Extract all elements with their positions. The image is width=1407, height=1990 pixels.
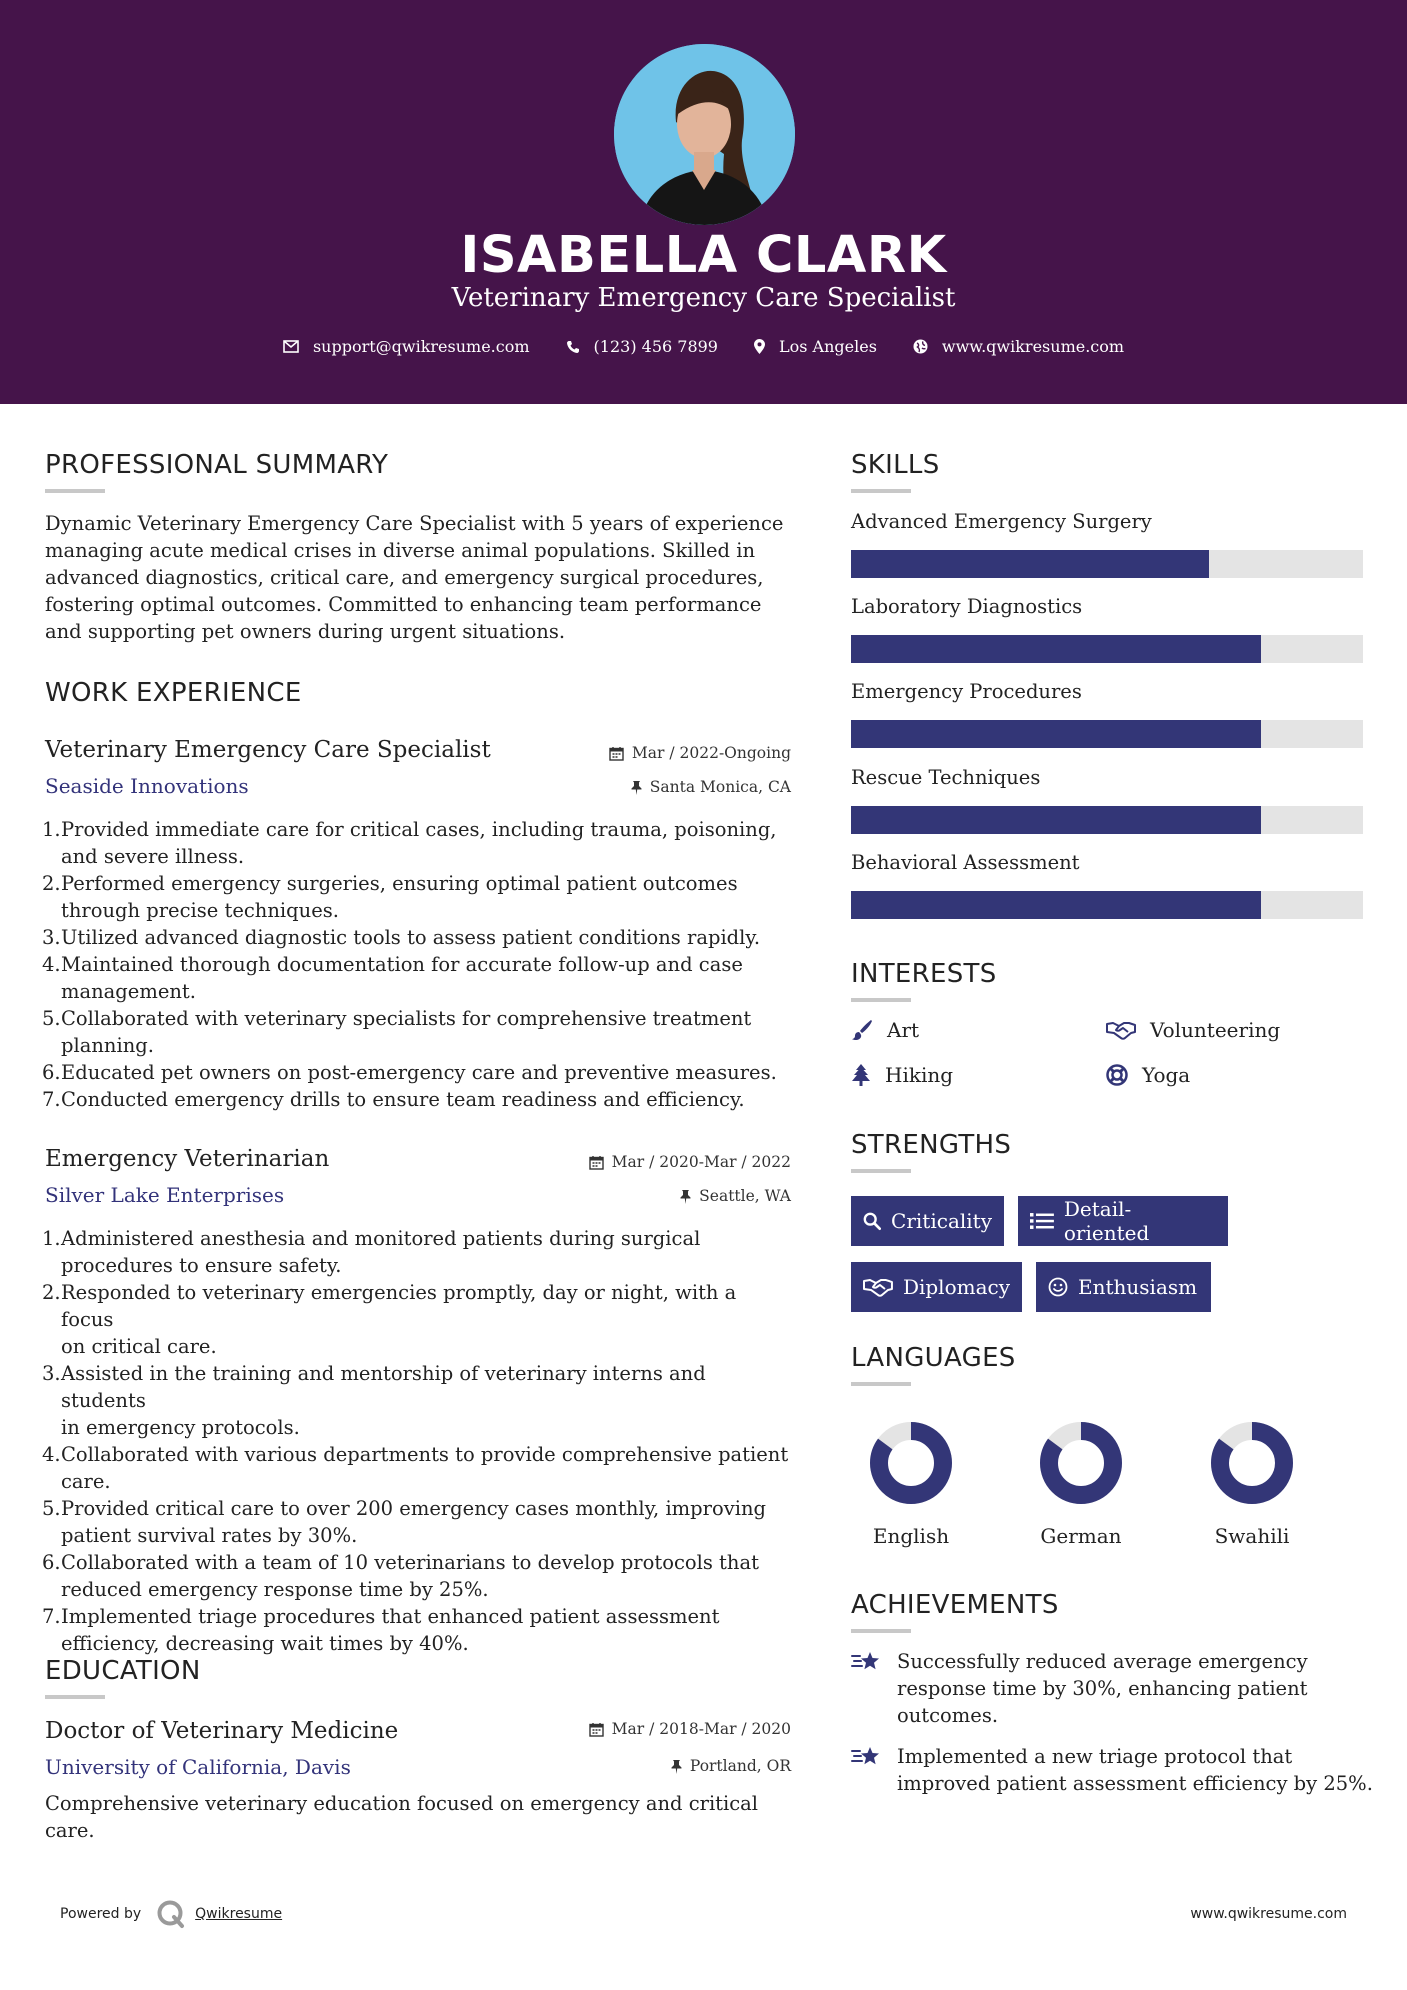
education-description: Comprehensive veterinary education focused on emergency and critical care. (45, 1792, 759, 1842)
skills-heading: SKILLS (851, 450, 940, 480)
job-responsibilities (42, 1225, 792, 1657)
language-donut (1038, 1420, 1124, 1506)
summary-text (45, 510, 785, 645)
list-item: 3. Assisted in the training and mentorship of veterinary interns and students in emergency protocols. (42, 1362, 706, 1439)
contact-location-text: Los Angeles (778, 337, 877, 356)
job-location-text: Seattle, WA (699, 1187, 791, 1205)
list-item: 2. Performed emergency surgeries, ensuring optimal patient outcomes through precise techniques. (42, 872, 738, 922)
skill-bar (851, 806, 1363, 834)
skill-bar-fill (851, 891, 1261, 919)
shooting-star-icon (851, 1650, 883, 1674)
contact-website-text: www.qwikresume.com (941, 337, 1125, 356)
list-item: 6. Educated pet owners on post-emergency care and preventive measures. (42, 1061, 777, 1084)
list-item: 4. Collaborated with various departments to provide comprehensive patient care. (42, 1443, 789, 1493)
achievement-text: Implemented a new triage protocol that improved patient assessment efficiency by 25%. (897, 1745, 1373, 1795)
job-dates (560, 1153, 791, 1171)
language-name: Swahili (1214, 1524, 1290, 1548)
language-item (1016, 1420, 1146, 1548)
footer-powered-by (60, 1898, 282, 1930)
globe-icon (913, 339, 928, 354)
strength-badge: Criticality (851, 1196, 1004, 1246)
achievement-text: Successfully reduced average emergency response time by 30%, enhancing patient outcomes. (897, 1650, 1308, 1727)
achievements-heading: ACHIEVEMENTS (851, 1590, 1059, 1620)
summary-line: fostering optimal outcomes. Committed to enhancing team performance (45, 593, 762, 616)
interest-item: Yoga (1106, 1063, 1190, 1087)
interest-item: Art (851, 1018, 919, 1042)
languages-heading: LANGUAGES (851, 1343, 1016, 1373)
list-item: 7. Implemented triage procedures that enhanced patient assessment efficiency, decreasing wait times by 40%. (42, 1605, 720, 1655)
language-name: English (872, 1524, 950, 1548)
calendar-icon (589, 1155, 604, 1170)
list-item: 6. Collaborated with a team of 10 veterinarians to develop protocols that reduced emergency response time by 25%. (42, 1551, 759, 1601)
education-location (560, 1757, 791, 1775)
language-item (1187, 1420, 1317, 1548)
education-location-text: Portland, OR (689, 1757, 791, 1775)
summary-line: and supporting pet owners during urgent situations. (45, 620, 566, 643)
strengths-rule (851, 1169, 911, 1173)
tree-icon (851, 1064, 871, 1086)
job-dates (560, 744, 791, 762)
lifering-icon (1106, 1064, 1128, 1086)
pushpin-icon (671, 1759, 682, 1774)
school-name: University of California, Davis (45, 1755, 351, 1779)
phone-icon (566, 340, 580, 354)
list-item: 5. Provided critical care to over 200 emergency cases monthly, improving patient survival rates by 30%. (42, 1497, 767, 1547)
skill-name: Emergency Procedures (851, 680, 1082, 703)
paintbrush-icon (851, 1019, 873, 1041)
calendar-icon (609, 746, 624, 761)
skill-name: Laboratory Diagnostics (851, 595, 1083, 618)
powered-by-label: Powered by (60, 1906, 142, 1922)
job-company: Seaside Innovations (45, 774, 249, 798)
pushpin-icon (631, 780, 642, 795)
summary-heading: PROFESSIONAL SUMMARY (45, 450, 389, 480)
contact-bar (0, 337, 1407, 356)
skill-bar (851, 891, 1363, 919)
education-rule (45, 1695, 105, 1699)
shooting-star-icon (851, 1745, 883, 1769)
job-responsibilities (42, 816, 792, 1113)
list-item: 5. Collaborated with veterinary specialists for comprehensive treatment planning. (42, 1007, 752, 1057)
job-location-text: Santa Monica, CA (649, 778, 791, 796)
skill-bar-fill (851, 720, 1261, 748)
education-dates (560, 1720, 791, 1738)
list-item: 2. Responded to veterinary emergencies promptly, day or night, with a focus on critical care. (42, 1281, 737, 1358)
footer-website[interactable]: www.qwikresume.com (1190, 1906, 1347, 1922)
search-icon (863, 1211, 881, 1231)
list-item: 7. Conducted emergency drills to ensure team readiness and efficiency. (42, 1088, 745, 1111)
interests-heading: INTERESTS (851, 959, 997, 989)
job-location (560, 1187, 791, 1205)
language-donut (1209, 1420, 1295, 1506)
job-dates-text: Mar / 2022-Ongoing (631, 744, 791, 762)
list-item: 1. Administered anesthesia and monitored patients during surgical procedures to ensure safety. (42, 1227, 701, 1277)
degree-title: Doctor of Veterinary Medicine (45, 1718, 399, 1744)
contact-email[interactable] (283, 337, 530, 356)
calendar-icon (589, 1722, 604, 1737)
strength-badge: Detail-oriented (1018, 1196, 1228, 1246)
language-donut (868, 1420, 954, 1506)
job-location (560, 778, 791, 796)
skill-bar-fill (851, 806, 1261, 834)
footer-brand-link[interactable]: Qwikresume (195, 1906, 283, 1922)
summary-line: advanced diagnostics, critical care, and emergency surgical procedures, (45, 566, 764, 589)
list-item: 3. Utilized advanced diagnostic tools to assess patient conditions rapidly. (42, 926, 761, 949)
achievement-item (851, 1743, 1373, 1797)
summary-rule (45, 489, 105, 493)
map-pin-icon (754, 339, 765, 354)
skill-bar-fill (851, 550, 1209, 578)
list-item: 4. Maintained thorough documentation for accurate follow-up and case management. (42, 953, 743, 1003)
smile-icon (1048, 1277, 1068, 1297)
summary-line: Dynamic Veterinary Emergency Care Specialist with 5 years of experience (45, 512, 784, 535)
job-title: Veterinary Emergency Care Specialist (45, 737, 491, 763)
skill-bar (851, 550, 1363, 578)
contact-phone[interactable] (566, 337, 718, 356)
envelope-icon (283, 340, 299, 353)
strengths-heading: STRENGTHS (851, 1130, 1012, 1160)
skill-bar-fill (851, 635, 1261, 663)
resume-header (0, 0, 1407, 404)
handshake-icon (863, 1277, 893, 1297)
achievement-item (851, 1648, 1308, 1729)
contact-location (754, 337, 877, 356)
contact-phone-text: (123) 456 7899 (593, 337, 718, 356)
list-icon (1030, 1212, 1054, 1230)
contact-website[interactable] (913, 337, 1124, 356)
education-dates-text: Mar / 2018-Mar / 2020 (611, 1720, 791, 1738)
language-item (846, 1420, 976, 1548)
languages-rule (851, 1382, 911, 1386)
list-item: 1. Provided immediate care for critical cases, including trauma, poisoning, and severe illness. (42, 818, 777, 868)
skills-rule (851, 489, 911, 493)
contact-email-text: support@qwikresume.com (312, 337, 530, 356)
experience-heading: WORK EXPERIENCE (45, 678, 302, 708)
skill-bar (851, 720, 1363, 748)
skill-name: Behavioral Assessment (851, 851, 1080, 874)
interest-item: Volunteering (1106, 1018, 1280, 1042)
candidate-title: Veterinary Emergency Care Specialist (451, 283, 956, 313)
skill-name: Advanced Emergency Surgery (851, 510, 1152, 533)
profile-photo (614, 44, 795, 225)
candidate-name: ISABELLA CLARK (460, 226, 947, 285)
interests-rule (851, 998, 911, 1002)
summary-line: managing acute medical crises in diverse animal populations. Skilled in (45, 539, 756, 562)
language-name: German (1040, 1524, 1122, 1548)
interest-item: Hiking (851, 1063, 953, 1087)
qwikresume-logo-icon (155, 1898, 187, 1930)
skill-name: Rescue Techniques (851, 766, 1041, 789)
strength-badge: Diplomacy (851, 1262, 1022, 1312)
strength-badge: Enthusiasm (1036, 1262, 1211, 1312)
handshake-icon (1106, 1020, 1136, 1040)
education-heading: EDUCATION (45, 1656, 201, 1686)
achievements-rule (851, 1629, 911, 1633)
job-title: Emergency Veterinarian (45, 1146, 330, 1172)
pushpin-icon (680, 1189, 691, 1204)
job-dates-text: Mar / 2020-Mar / 2022 (611, 1153, 791, 1171)
job-company: Silver Lake Enterprises (45, 1183, 285, 1207)
skill-bar (851, 635, 1363, 663)
